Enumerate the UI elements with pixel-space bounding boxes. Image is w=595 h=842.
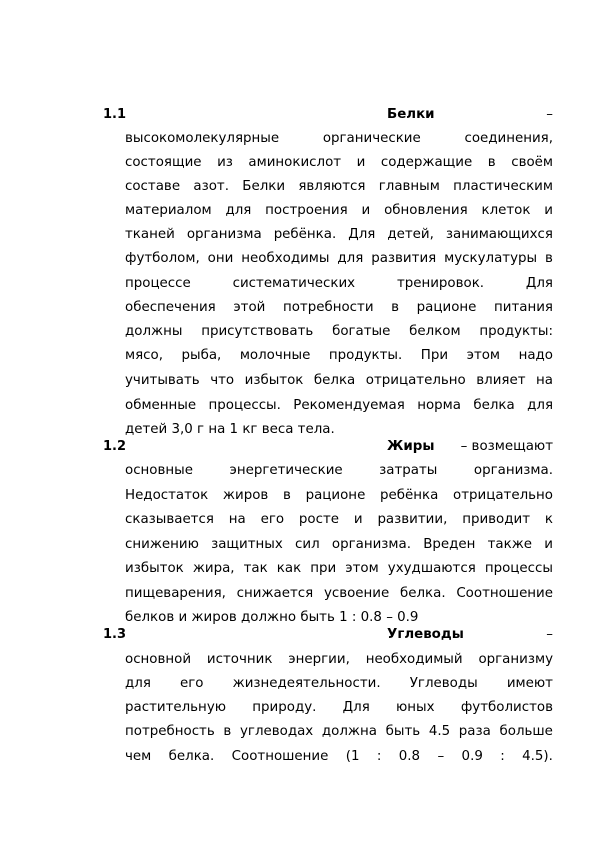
word: избыток: [125, 561, 184, 576]
word: что: [210, 373, 235, 388]
text-line: [125, 463, 553, 479]
word: белка: [473, 398, 515, 413]
word: углеводах: [240, 724, 314, 739]
word: аминокислот: [248, 155, 342, 170]
section-heading-1-1: [125, 107, 553, 123]
word: источник: [206, 652, 273, 667]
word: развития: [371, 251, 437, 266]
word: на: [536, 373, 553, 388]
word: продукты:: [479, 324, 553, 339]
word: присутствовать: [201, 324, 314, 339]
heading-rest: – возмещают: [460, 439, 553, 454]
word: для: [337, 251, 364, 266]
word: этой: [233, 300, 266, 315]
word: должны: [125, 324, 183, 339]
text-line: [125, 203, 553, 219]
text-line: [125, 227, 553, 243]
heading-dash: –: [546, 627, 553, 642]
word: пищеварения,: [125, 586, 226, 601]
word: затраты: [379, 463, 438, 478]
section-heading-1-3: [125, 627, 553, 643]
word: отрицательно: [365, 373, 466, 388]
word: энергетические: [229, 463, 343, 478]
word: ребёнка.: [273, 227, 337, 242]
word: к: [544, 512, 553, 527]
word: приводит: [462, 512, 530, 527]
word: своём: [511, 155, 553, 170]
text-line: [125, 276, 553, 292]
word: Для: [342, 700, 370, 715]
word: организма.: [331, 537, 411, 552]
word: рыба,: [181, 348, 222, 363]
word: футболом,: [125, 251, 200, 266]
word: его: [260, 512, 285, 527]
word: клеток: [481, 203, 531, 218]
word: так: [243, 561, 268, 576]
word: в: [545, 251, 553, 266]
word: должна: [321, 724, 377, 739]
word: молочные: [239, 348, 311, 363]
word: снижается: [236, 586, 314, 601]
word: Рекомендуемая: [293, 398, 405, 413]
word: Соотношение: [456, 586, 553, 601]
text-line: [125, 652, 553, 668]
word: :: [376, 749, 382, 764]
word: занимающихся: [445, 227, 553, 242]
word: потребность: [125, 724, 215, 739]
word: тканей: [125, 227, 175, 242]
word: раза: [458, 724, 491, 739]
word: обеспечения: [125, 300, 216, 315]
text-line: [125, 561, 553, 577]
word: 0.9: [461, 749, 483, 764]
word: природу.: [252, 700, 317, 715]
word: организма.: [473, 463, 553, 478]
text-line: [125, 537, 553, 553]
word: также: [487, 537, 533, 552]
word: жиров: [222, 488, 269, 503]
text-line: [125, 373, 553, 389]
section-heading-1-2: [125, 439, 553, 455]
word: усвоение: [323, 586, 390, 601]
text-line: детей 3,0 г на 1 кг веса тела.: [125, 422, 335, 437]
word: в: [487, 155, 496, 170]
word: норма: [417, 398, 461, 413]
word: этом: [466, 348, 501, 363]
section-title-carbohydrates: Углеводы: [387, 627, 464, 642]
word: :: [500, 749, 505, 764]
word: футболистов: [460, 700, 553, 715]
word: энергии,: [288, 652, 350, 667]
text-line: [125, 700, 553, 716]
word: необходимый: [365, 652, 463, 667]
word: Недостаток: [125, 488, 209, 503]
word: Для: [348, 227, 376, 242]
word: обновления: [384, 203, 468, 218]
word: и: [356, 155, 366, 170]
word: сказывается: [125, 512, 214, 527]
word: для: [225, 203, 252, 218]
word: белка.: [399, 586, 446, 601]
word: защитных: [211, 537, 283, 552]
word: Соотношение: [231, 749, 329, 764]
heading-dash: –: [546, 107, 553, 122]
word: жизнедеятельности.: [232, 676, 381, 691]
word: растительную: [125, 700, 227, 715]
word: процессы: [484, 561, 553, 576]
text-line: [125, 324, 553, 340]
word: рационе: [416, 300, 477, 315]
word: составе: [125, 179, 181, 194]
word: состоящие: [125, 155, 202, 170]
word: питания: [494, 300, 553, 315]
word: 0.8: [398, 749, 421, 764]
word: При: [420, 348, 449, 363]
text-line: [125, 398, 553, 414]
word: чем: [125, 749, 152, 764]
text-line: [125, 251, 553, 267]
word: ухудшаются: [387, 561, 476, 576]
word: обменные: [125, 398, 197, 413]
text-line: [125, 676, 553, 692]
word: высокомолекулярные: [125, 131, 280, 146]
text-line: [125, 179, 553, 195]
text-line: [125, 586, 553, 602]
word: и: [353, 512, 363, 527]
word: организму: [478, 652, 553, 667]
word: сил: [295, 537, 320, 552]
word: мясо,: [125, 348, 163, 363]
word: основные: [125, 463, 193, 478]
text-line: [125, 512, 553, 528]
word: белка.: [168, 749, 215, 764]
word: росте: [298, 512, 340, 527]
word: детей,: [387, 227, 434, 242]
word: являются: [298, 179, 366, 194]
word: 4.5).: [522, 749, 553, 764]
section-number-1-3: 1.3: [103, 627, 127, 642]
text-line: [125, 300, 553, 316]
section-number-1-1: 1.1: [103, 107, 127, 122]
word: соединения,: [464, 131, 553, 146]
word: систематических: [232, 276, 356, 291]
word: имеют: [506, 676, 553, 691]
word: материалом: [125, 203, 212, 218]
word: мускулатуры: [444, 251, 538, 266]
word: и: [544, 537, 553, 552]
word: жира,: [192, 561, 235, 576]
text-line: [125, 131, 553, 147]
word: белком: [409, 324, 461, 339]
word: пластическим: [453, 179, 553, 194]
word: ребёнка: [380, 488, 439, 503]
word: для: [527, 398, 553, 413]
word: потребности: [282, 300, 374, 315]
word: и: [361, 203, 371, 218]
word: главным: [378, 179, 440, 194]
word: развитии,: [377, 512, 448, 527]
word: как: [276, 561, 302, 576]
word: в: [223, 724, 232, 739]
word: надо: [518, 348, 553, 363]
word: отрицательно: [453, 488, 553, 503]
word: организма: [186, 227, 262, 242]
word: из: [217, 155, 233, 170]
word: юных: [396, 700, 435, 715]
word: больше: [499, 724, 553, 739]
word: снижению: [125, 537, 199, 552]
word: они: [207, 251, 234, 266]
word: –: [437, 749, 445, 764]
section-title-proteins: Белки: [387, 107, 435, 122]
word: рационе: [305, 488, 366, 503]
text-line: [125, 155, 553, 171]
word: построения: [265, 203, 348, 218]
text-line: [125, 724, 553, 740]
word: на: [228, 512, 246, 527]
word: для: [125, 676, 151, 691]
word: при: [310, 561, 337, 576]
section-title-fats: Жиры: [387, 439, 435, 454]
word: азот.: [193, 179, 229, 194]
text-line: белков и жиров должно быть 1 : 0.8 – 0.9: [125, 610, 419, 625]
word: этом: [345, 561, 379, 576]
word: учитывать: [125, 373, 200, 388]
word: тренировок.: [396, 276, 485, 291]
word: белка: [313, 373, 356, 388]
word: Вреден: [423, 537, 476, 552]
word: процессы.: [208, 398, 281, 413]
word: Для: [525, 276, 553, 291]
word: содержащие: [380, 155, 473, 170]
word: 4.5: [428, 724, 451, 739]
section-number-1-2: 1.2: [103, 439, 127, 454]
text-line: [125, 488, 553, 504]
word: и: [544, 203, 553, 218]
word: основной: [125, 652, 192, 667]
word: органические: [322, 131, 421, 146]
word: его: [180, 676, 204, 691]
word: в: [391, 300, 400, 315]
word: в: [282, 488, 291, 503]
word: богатые: [332, 324, 391, 339]
word: (1: [345, 749, 360, 764]
word: необходимы: [241, 251, 330, 266]
word: влияет: [476, 373, 526, 388]
word: продукты.: [328, 348, 403, 363]
word: процессе: [125, 276, 191, 291]
text-line: [125, 348, 553, 364]
word: Углеводы: [409, 676, 478, 691]
text-line: [125, 749, 553, 765]
word: быть: [385, 724, 421, 739]
word: избыток: [244, 373, 304, 388]
word: Белки: [242, 179, 286, 194]
